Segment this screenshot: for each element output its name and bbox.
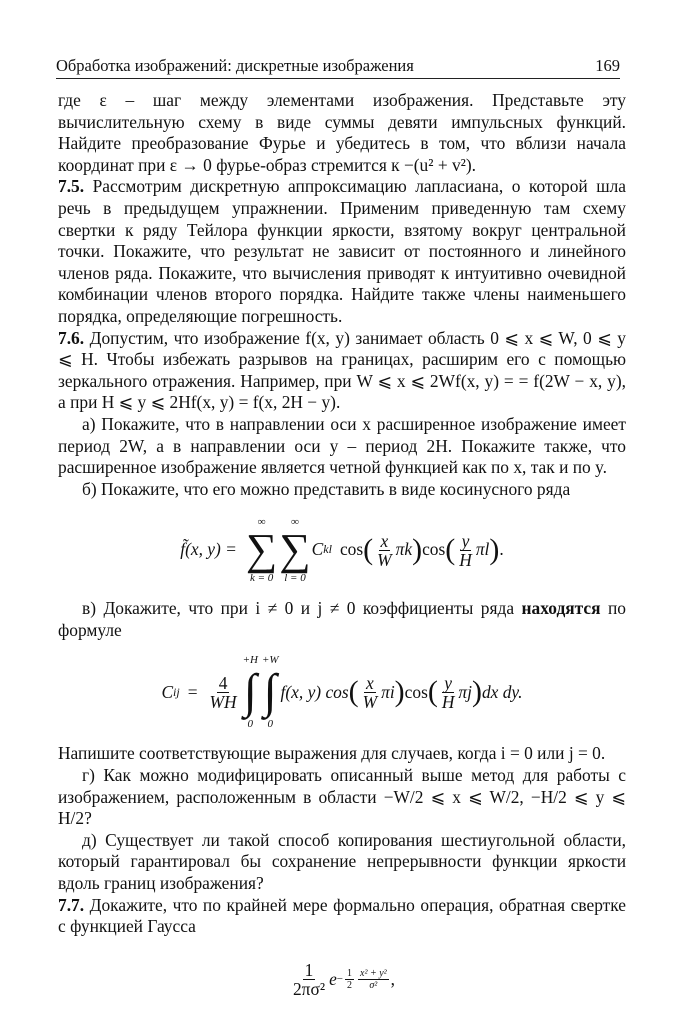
exercise-number: 7.7.	[58, 894, 85, 915]
cosine-series-formula: f̃(x, y) = ∞ ∑ k = 0 ∞ ∑ l = 0 C kl cos ( $\frac{x}{W}$ πk ) cos ( $\frac{y}{H}$ πl ) .	[180, 516, 504, 585]
integral-x: +W ∫ 0	[261, 654, 279, 731]
sum-l: ∞ ∑ l = 0	[279, 516, 311, 585]
header-title: Обработка изображений: дискретные изображения	[56, 56, 414, 75]
gaussian-formula: $\frac{1}{\text{2πσ²}}$ e − $\frac{1}{2}$ $\frac{\text{x² + y²}}{\text{σ²}}$ ,	[292, 960, 395, 1000]
item-a: а) Покажите, что в направлении оси x расширенное изображение имеет период 2W, а в направлении оси y – период 2H. Покажите также, что расширенное изображение является четной функцией как по x, так и по y.	[58, 413, 626, 478]
paragraph-continuation: где ε – шаг между элементами изображения. Представьте эту вычислительную схему в виде суммы девяти импульсных функций. Найдите преобразование Фурье и убедитесь в том, что вблизи начала координат при ε → 0 фурье-образ стремится к −(u² + v²).	[58, 90, 626, 175]
exercise-7-7	[58, 895, 626, 938]
page-number: 169	[595, 56, 620, 75]
page-body	[58, 90, 626, 1012]
exercise-7-5	[58, 176, 626, 327]
exercise-number: 7.5.	[58, 176, 85, 197]
exercise-7-6	[58, 328, 626, 414]
item-v: в) Докажите, что при i ≠ 0 и j ≠ 0 коэффициенты ряда находятся по формуле	[58, 598, 626, 640]
running-header	[56, 52, 620, 79]
item-d: д) Существует ли такой способ копирования шестиугольной области, который гарантировал бы сохранение непрерывности функции яркости вдоль границ изображения?	[58, 829, 626, 894]
paragraph-i-j-zero: Напишите соответствующие выражения для случаев, когда i = 0 или j = 0.	[58, 743, 606, 764]
formula-lhs: f̃(x, y) =	[180, 539, 237, 560]
item-g: г) Как можно модифицировать описанный выше метод для работы с изображением, расположенным в области −W/2 ⩽ x ⩽ W/2, −H/2 ⩽ y ⩽ H/2?	[58, 765, 626, 829]
exercise-text: Допустим, что изображение f(x, y) занимает область 0 ⩽ x ⩽ W, 0 ⩽ y ⩽ H. Чтобы избежать разрывов на границах, расширим его с помощью зеркального отражения. Например, при W ⩽ x ⩽ 2Wf(x, y) = = f(2W − x, y), а при H ⩽ y ⩽ 2Hf(x, y) = f(x, 2H − y).	[58, 327, 626, 413]
coefficient-formula: C ij = $\frac{4}{WH}$ +H ∫ 0 +W ∫ 0 f(x, y) cos ( $\frac{x}{W}$ πi ) cos ( $\frac{y}{H}$ πj ) dx dy.	[161, 654, 523, 731]
gaussian-exponent: − $\frac{1}{2}$ $\frac{\text{x² + y²}}{\text{σ²}}$	[336, 968, 387, 992]
item-b: б) Покажите, что его можно представить в виде косинусного ряда	[82, 478, 571, 499]
integral-y: +H ∫ 0	[242, 654, 258, 731]
bold-word: находятся	[521, 598, 601, 619]
exercise-text: Докажите, что по крайней мере формально операция, обратная свертке с функцией Гаусса	[58, 894, 626, 937]
sum-k: ∞ ∑ k = 0	[245, 516, 278, 585]
exercise-number: 7.6.	[58, 327, 85, 348]
exercise-text: Рассмотрим дискретную аппроксимацию лапласиана, о которой шла речь в предыдущем упражнении. Применим приведенную там схему свертки к ряду Тейлора функции яркости, взятому вокруг центральной точки. Покажите, что результат не зависит от постоянного и линейного членов ряда. Покажите, что вычисления приводят к интуитивно очевидной комбинации членов второго порядка. Найдите также члены наименьшего порядка, определяющие погрешность.	[58, 176, 626, 326]
